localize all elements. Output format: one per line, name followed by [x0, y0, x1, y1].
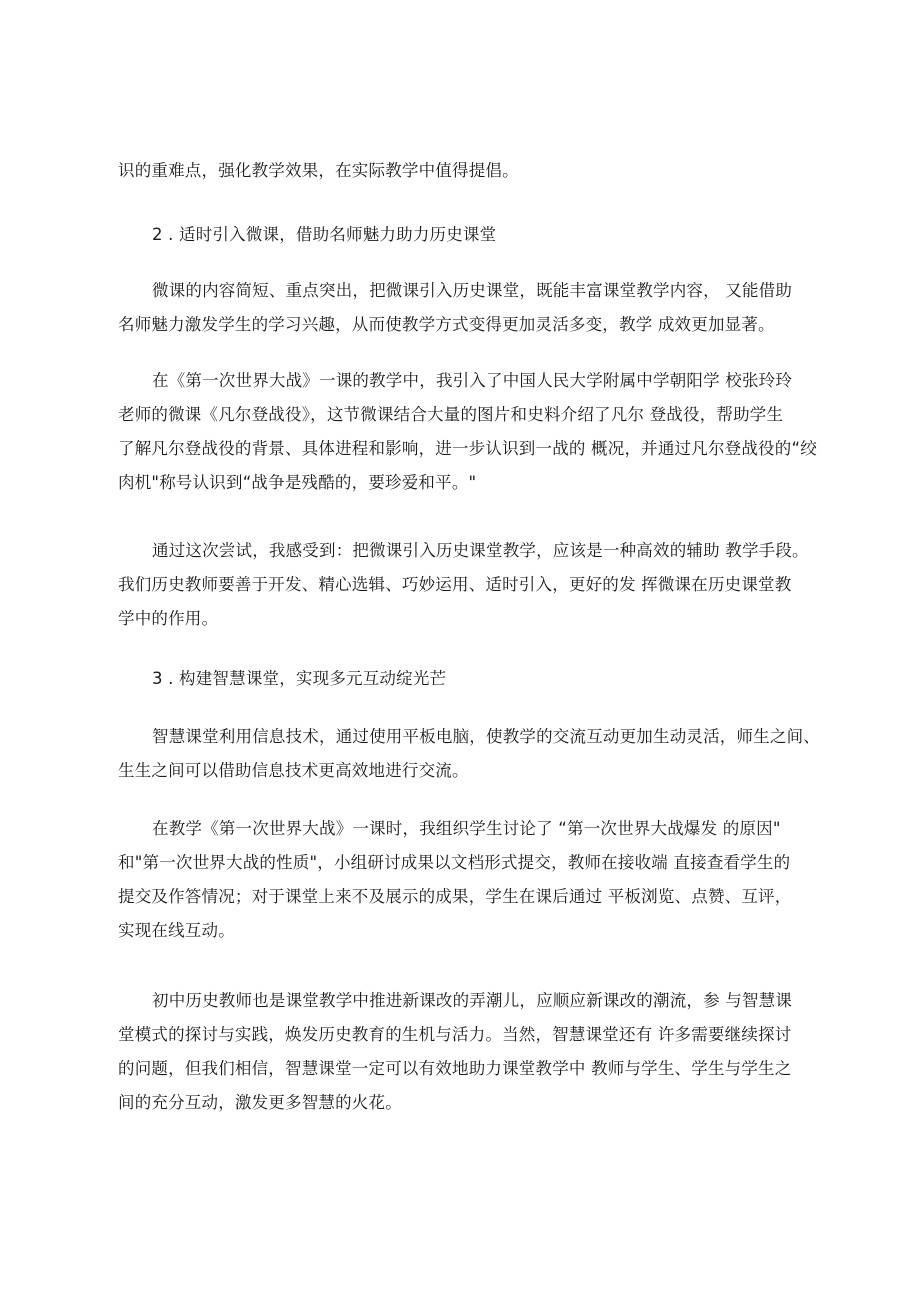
paragraph-line: 初中历史教师也是课堂教学中推进新课改的弄潮儿，应顺应新课改的潮流，参 与智慧课: [152, 991, 793, 1010]
paragraph-line: 肉机"称号认识到“战争是残酷的，要珍爱和平。": [118, 473, 477, 492]
paragraph-line: 和"第一次世界大战的性质"，小组研讨成果以文档形式提交，教师在接收端 直接查看学生的: [118, 853, 791, 872]
paragraph-line: 智慧课堂利用信息技术，通过使用平板电脑，使教学的交流互动更加生动灵活，师生之间、: [152, 727, 820, 746]
paragraph-line: 在《第一次世界大战》一课的教学中，我引入了中国人民大学附属中学朝阳学 校张玲玲: [152, 371, 793, 390]
paragraph-line: 老师的微课《凡尔登战役》，这节微课结合大量的图片和史料介绍了凡尔 登战役，帮助学生: [118, 405, 784, 424]
paragraph-line: 我们历史教师要善于开发、精心选辑、巧妙运用、适时引入，更好的发 挥微课在历史课堂教: [118, 575, 792, 594]
paragraph-line: 堂模式的探讨与实践，焕发历史教育的生机与活力。当然，智慧课堂还有 许多需要继续探讨: [118, 1025, 792, 1044]
paragraph-line: 微课的内容简短、重点突出，把微课引入历史课堂，既能丰富课堂教学内容， 又能借助: [152, 281, 793, 300]
section-heading: 2 . 适时引入微课，借助名师魅力助力历史课堂: [152, 225, 497, 244]
paragraph-line: 了解凡尔登战役的背景、具体进程和影响，进一步认识到一战的 概况，并通过凡尔登战役的“绞: [118, 439, 817, 458]
paragraph-line: 间的充分互动，激发更多智慧的火花。: [118, 1093, 402, 1112]
paragraph-line: 的问题，但我们相信，智慧课堂一定可以有效地助力课堂教学中 教师与学生、学生与学生之: [118, 1059, 792, 1078]
paragraph-line: 通过这次尝试，我感受到：把微课引入历史课堂教学，应该是一种高效的辅助 教学手段。: [152, 541, 809, 560]
paragraph-line: 名师魅力激发学生的学习兴趣，从而使教学方式变得更加灵活多变，教学 成效更加显著。: [118, 315, 775, 334]
paragraph-line: 学中的作用。: [118, 609, 219, 628]
paragraph-line: 实现在线互动。: [118, 921, 235, 940]
paragraph-line: 在教学《第一次世界大战》一课时，我组织学生讨论了 “第一次世界大战爆发 的原因": [152, 819, 781, 838]
paragraph-line: 提交及作答情况；对于课堂上来不及展示的成果，学生在课后通过 平板浏览、点赞、互评，: [118, 887, 792, 906]
section-heading: 3 . 构建智慧课堂，实现多元互动绽光芒: [152, 669, 447, 688]
paragraph-line: 识的重难点，强化教学效果，在实际教学中值得提倡。: [118, 161, 519, 180]
paragraph-line: 生生之间可以借助信息技术更高效地进行交流。: [118, 761, 469, 780]
